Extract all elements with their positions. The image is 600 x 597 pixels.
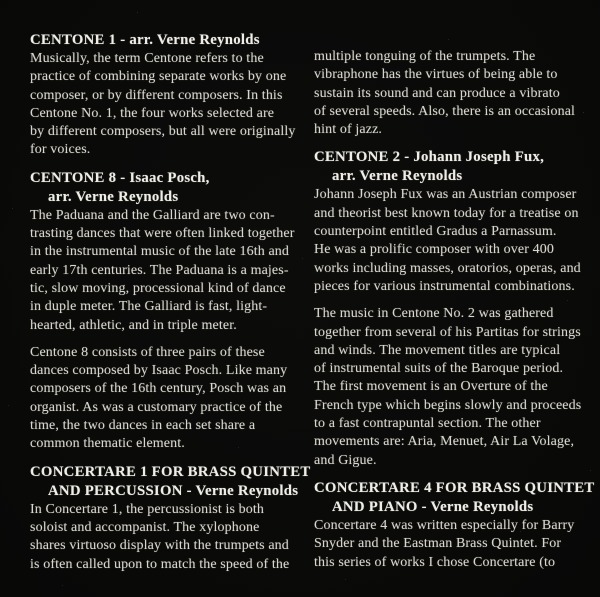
text-line: of instrumental suits of the Baroque period.: [314, 361, 564, 377]
text-line: tic, slow moving, processional kind of dance: [30, 280, 286, 296]
text-line: multiple tonguing of the trumpets. The: [314, 49, 536, 64]
text-line: this series of works I chose Concertare (to: [314, 554, 556, 570]
text-line: vibraphone has the virtues of being able to: [314, 67, 558, 83]
text-line: He was a prolific composer with over 400: [314, 242, 555, 258]
text-line: counterpoint entitled Gradus a Parnassum.: [314, 224, 557, 240]
text-line: In Concertare 1, the percussionist is both: [30, 501, 265, 517]
text-line: to a fast contrapuntal section. The other: [314, 416, 541, 432]
centone-2-heading: [314, 148, 592, 186]
scan-noise: [0, 0, 1, 1]
heading-line: arr. Verne Reynolds: [332, 168, 463, 185]
heading-line: CONCERTARE 1 FOR BRASS QUINTET: [30, 463, 311, 480]
centone-8-heading: [30, 169, 295, 207]
text-line: Johann Joseph Fux was an Austrian composer: [314, 187, 577, 203]
concertare-1-paragraph: [30, 501, 295, 574]
text-line: early 17th centuries. The Paduana is a majes-: [30, 262, 289, 278]
heading-line: CENTONE 1 - arr. Verne Reynolds: [30, 32, 260, 48]
text-line: movements are: Aria, Menuet, Air La Volage,: [314, 434, 575, 450]
text-line: time, the two dances in each set share a: [30, 418, 256, 434]
text-line: is often called upon to match the speed of the: [30, 556, 290, 572]
text-line: Centone No. 1, the four works selected are: [30, 105, 275, 121]
concertare-4-paragraph: [314, 517, 592, 572]
left-column: [30, 26, 311, 583]
heading-line: CENTONE 8 - Isaac Posch,: [30, 169, 210, 186]
heading-line: CENTONE 2 - Johann Joseph Fux,: [314, 149, 545, 166]
text-line: of several speeds. Also, there is an occasional: [314, 103, 576, 119]
text-line: sustain its sound and can produce a vibrato: [314, 85, 560, 101]
concertare-4-heading: [314, 479, 595, 517]
concertare-1-heading: [30, 463, 311, 501]
text-line: The Paduana and the Galliard are two con-: [30, 207, 275, 223]
text-line: in duple meter. The Galliard is fast, light-: [30, 299, 268, 315]
heading-line: AND PERCUSSION - Verne Reynolds: [48, 482, 299, 499]
text-line: together from several of his Partitas for strings: [314, 324, 581, 340]
centone-1-heading: [30, 31, 295, 50]
text-line: soloist and accompanist. The xylophone: [30, 519, 260, 535]
text-line: organist. As was a customary practice of the: [30, 399, 283, 415]
text-line: Concertare 4 was written especially for Barry: [314, 517, 575, 533]
text-line: and theorist best known today for a treatise on: [314, 205, 579, 221]
centone-8-paragraph-2: [30, 344, 295, 454]
heading-line: CONCERTARE 4 FOR BRASS QUINTET: [314, 479, 595, 496]
text-line: and Gigue.: [314, 452, 377, 468]
text-line: pieces for various instrumental combinations.: [314, 278, 575, 294]
text-line: composers of the 16th century, Posch was an: [30, 381, 287, 397]
text-line: in the instrumental music of the late 16th and: [30, 244, 290, 260]
centone-8-paragraph-1: [30, 207, 295, 335]
text-line: for voices.: [30, 142, 91, 158]
text-line: hint of jazz.: [314, 122, 383, 138]
text-line: trasting dances that were often linked together: [30, 226, 295, 242]
text-line: composer, or by different composers. In this: [30, 87, 283, 103]
text-line: shares virtuoso display with the trumpets and: [30, 538, 289, 554]
text-line: hearted, athletic, and in triple meter.: [30, 317, 237, 333]
text-line: Snyder and the Eastman Brass Quintet. For: [314, 536, 562, 552]
centone-2-paragraph-1: [314, 186, 592, 296]
text-line: Centone 8 consists of three pairs of these: [30, 344, 265, 360]
text-line: common thematic element.: [30, 436, 185, 452]
text-line: The first movement is an Overture of the: [314, 379, 548, 395]
text-line: and winds. The movement titles are typical: [314, 342, 561, 358]
text-line: works including masses, oratorios, operas, and: [314, 260, 581, 276]
right-column: [314, 48, 595, 581]
text-line: Musically, the term Centone refers to the: [30, 51, 264, 66]
text-line: by different composers, but all were originally: [30, 124, 296, 140]
text-line: The music in Centone No. 2 was gathered: [314, 306, 554, 322]
text-line: dances composed by Isaac Posch. Like many: [30, 363, 288, 379]
text-line: French type which begins slowly and proceeds: [314, 397, 582, 413]
heading-line: arr. Verne Reynolds: [48, 188, 179, 205]
text-line: practice of combining separate works by one: [30, 69, 287, 85]
centone-2-paragraph-2: [314, 305, 592, 470]
heading-line: AND PIANO - Verne Reynolds: [332, 498, 534, 515]
centone-1-paragraph: [30, 50, 295, 160]
concertare-1-paragraph-continued: [314, 48, 592, 139]
